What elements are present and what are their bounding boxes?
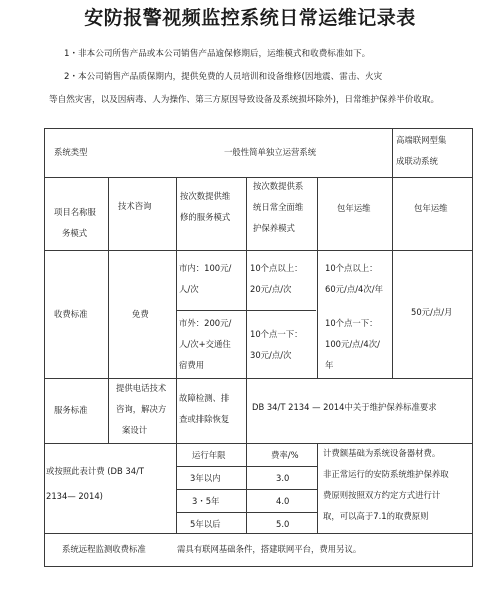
fee-suburb: 市外：200元/ 人/次+交通住 宿费用 (179, 318, 232, 370)
project-tech: 技术咨询 (118, 201, 152, 211)
service-standard: DB 34/T 2134 — 2014中关于维护保养标准要求 (252, 402, 437, 412)
fee-high: 50元/点/月 (411, 307, 453, 317)
reference-col-rate: 费率/% (271, 450, 299, 460)
fee-below10-visit: 10个点一下： 30元/点/次 (250, 329, 303, 360)
page-title: 安防报警视频监控系统日常运维记录表 (84, 7, 416, 29)
service-repair: 故障检测、排 查或排除恢复 (179, 393, 230, 424)
fee-below10-year: 10个点一下： 100元/点/4次/ 年 (325, 318, 380, 370)
reference-col-years: 运行年限 (192, 450, 226, 460)
fee-above10-visit: 10个点以上： 20元/点/次 (250, 263, 303, 294)
project-per-maint: 按次数提供系 统日常全面维 护保养模式 (253, 181, 304, 233)
reference-row-rate: 4.0 (276, 496, 290, 506)
system-type-high-end: 高端联网型集 成联动系统 (396, 135, 447, 166)
fee-city: 市内：100元/ 人/次 (179, 263, 232, 294)
service-tech: 提供电话技术 咨询，解决方 案设计 (116, 383, 167, 435)
reference-label: 或按照此表计费 (DB 34/T 2134— 2014) (46, 466, 145, 501)
paragraph-2: 2・本公司销售产品质保期内，提供免费的人员培训和设备维修(因地震、雷击、火灾 (64, 72, 383, 82)
service-label: 服务标准 (54, 405, 88, 415)
paragraph-1: 1・非本公司所售产品或本公司销售产品逾保修期后，运维模式和收费标准如下。 (64, 49, 371, 59)
project-annual-high: 包年运维 (414, 203, 448, 213)
system-type-label: 系统类型 (54, 147, 88, 157)
project-per-repair: 按次数提供维 修的服务模式 (180, 191, 231, 222)
reference-note: 计费额基础为系统设备器材费。 非正常运行的安防系统维护保养取 费原则按照双方约定方式进行计 取，可以高于7.1的取费原则 (323, 448, 449, 521)
project-annual: 包年运维 (337, 203, 371, 213)
remote-label: 系统远程监测收费标准 (62, 544, 146, 554)
reference-row-rate: 5.0 (276, 519, 290, 529)
project-label: 项目名称服 务模式 (54, 207, 96, 238)
system-type-general: 一般性简单独立运营系统 (224, 147, 317, 157)
remote-value: 需具有联网基础条件，搭建联网平台，费用另议。 (177, 544, 362, 554)
fee-tech: 免费 (132, 309, 149, 319)
fee-above10-year: 10个点以上： 60元/点/4次/年 (325, 263, 383, 294)
fee-label: 收费标准 (54, 309, 88, 319)
reference-row-years: 3・5年 (192, 496, 220, 506)
reference-row-years: 5年以后 (190, 519, 221, 529)
reference-row-years: 3年以内 (190, 473, 221, 483)
paragraph-3: 等自然灾害，以及因病毒、人为操作、第三方原因导致设备及系统损坏除外)，日常维护保养半价收取。 (49, 95, 440, 105)
reference-row-rate: 3.0 (276, 473, 290, 483)
